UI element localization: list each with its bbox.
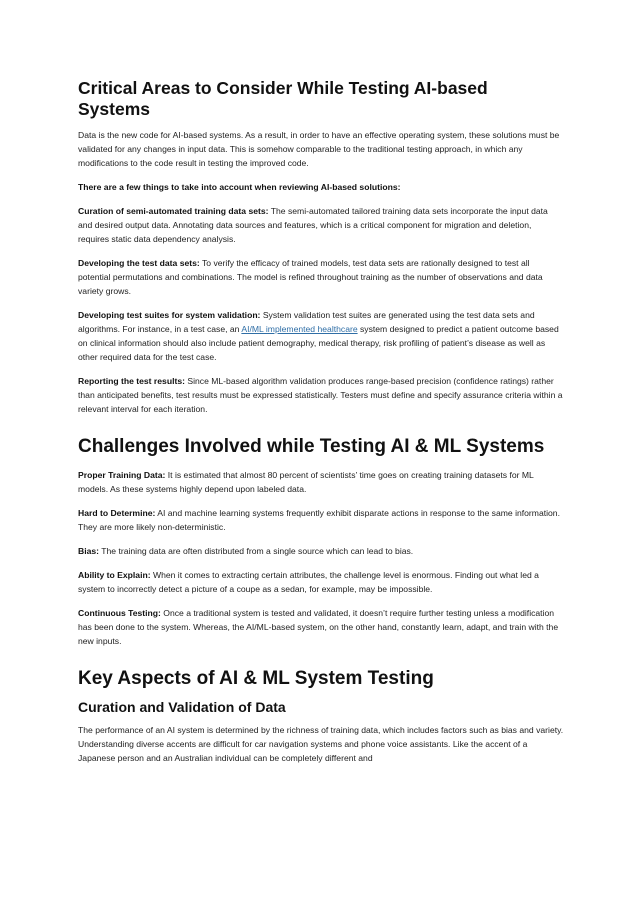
validation-text-after: system designed to predict a patient outcome based on clinical information should also include patient demography, medical therapy, risk profiling of patient’s disease as well as other required data for the test case. — [78, 324, 559, 363]
lead-paragraph — [78, 180, 564, 194]
challenge-label: Bias: — [78, 545, 100, 556]
paragraph-curation — [78, 204, 564, 246]
challenge-text: Once a traditional system is tested and validated, it doesn’t require further testing unless a modification has been done to the system. Whereas, the AI/ML-based system, on the other hand, constantly learn, adapt, and train with the new inputs. — [78, 607, 559, 646]
subsection-title-curation: Curation and Validation of Data — [78, 699, 286, 716]
section-title-key-aspects: Key Aspects of AI & ML System Testing — [78, 667, 434, 689]
challenge-text: The training data are often distributed from a single source which can lead to bias. — [99, 545, 414, 556]
section-title-challenges: Challenges Involved while Testing AI & ML Systems — [78, 436, 545, 458]
validation-text-before: System validation test suites are generated using the test data sets and algorithms. For instance, in a test case, an — [78, 310, 535, 335]
lead-text: There are a few things to take into account when reviewing AI-based solutions: — [78, 182, 401, 193]
challenge-item — [78, 544, 564, 558]
challenge-label: Hard to Determine: — [78, 507, 156, 518]
healthcare-link[interactable]: AI/ML implemented healthcare — [241, 324, 358, 335]
challenge-item — [78, 468, 564, 496]
test-data-label: Developing the test data sets: — [78, 258, 200, 269]
challenge-item — [78, 568, 564, 596]
challenge-label: Ability to Explain: — [78, 569, 151, 580]
curation-text: The semi-automated tailored training data sets incorporate the input data and desired output data. Annotating data sources and features, which is a critical component for migration and deletion, requires static data dependency analysis. — [78, 206, 548, 245]
curation-validation-paragraph: The performance of an AI system is determined by the richness of training data, which includes factors such as bias and variety. Understanding diverse accents are difficult for car navigation systems and phone voice assistants. Like the accent of a Japanese person and an Australian individual can be completely different and — [78, 725, 564, 764]
paragraph-reporting — [78, 374, 564, 416]
challenge-label: Proper Training Data: — [78, 469, 166, 480]
challenge-text: When it comes to extracting certain attributes, the challenge level is enormous. Finding out what led a system to incorrectly detect a picture of a coupe as a sedan, for example, may be impossible. — [78, 569, 539, 594]
paragraph-validation — [78, 308, 564, 364]
validation-label: Developing test suites for system validation: — [78, 310, 261, 321]
challenge-item — [78, 506, 564, 534]
challenge-text: AI and machine learning systems frequently exhibit disparate actions in response to the same information. They are more likely non-deterministic. — [78, 507, 560, 532]
challenge-item — [78, 606, 564, 648]
paragraph-test-data — [78, 256, 564, 298]
curation-label: Curation of semi-automated training data sets: — [78, 206, 269, 217]
section-title-critical-areas: Critical Areas to Consider While Testing AI-based Systems — [78, 78, 488, 119]
reporting-label: Reporting the test results: — [78, 376, 185, 387]
reporting-text: Since ML-based algorithm validation produces range-based precision (confidence ratings) rather than anticipated benefits, test results must be expressed statistically. Testers must define and specify assurance criteria within a relevant interval for each iteration. — [78, 376, 563, 415]
test-data-text: To verify the efficacy of trained models, test data sets are rationally designed to test all potential permutations and combinations. The model is refined throughout training as the number of observations and data variety grows. — [78, 258, 543, 297]
challenge-text: It is estimated that almost 80 percent of scientists’ time goes on creating training datasets for ML models. As these systems highly depend upon labeled data. — [78, 469, 534, 494]
challenge-label: Continuous Testing: — [78, 607, 161, 618]
document-page — [78, 78, 564, 775]
intro-paragraph: Data is the new code for AI-based systems. As a result, in order to have an effective operating system, these solutions must be validated for any changes in input data. This is somehow comparable to the traditional testing approach, in which any modifications to the code result in testing the improved code. — [78, 130, 560, 169]
